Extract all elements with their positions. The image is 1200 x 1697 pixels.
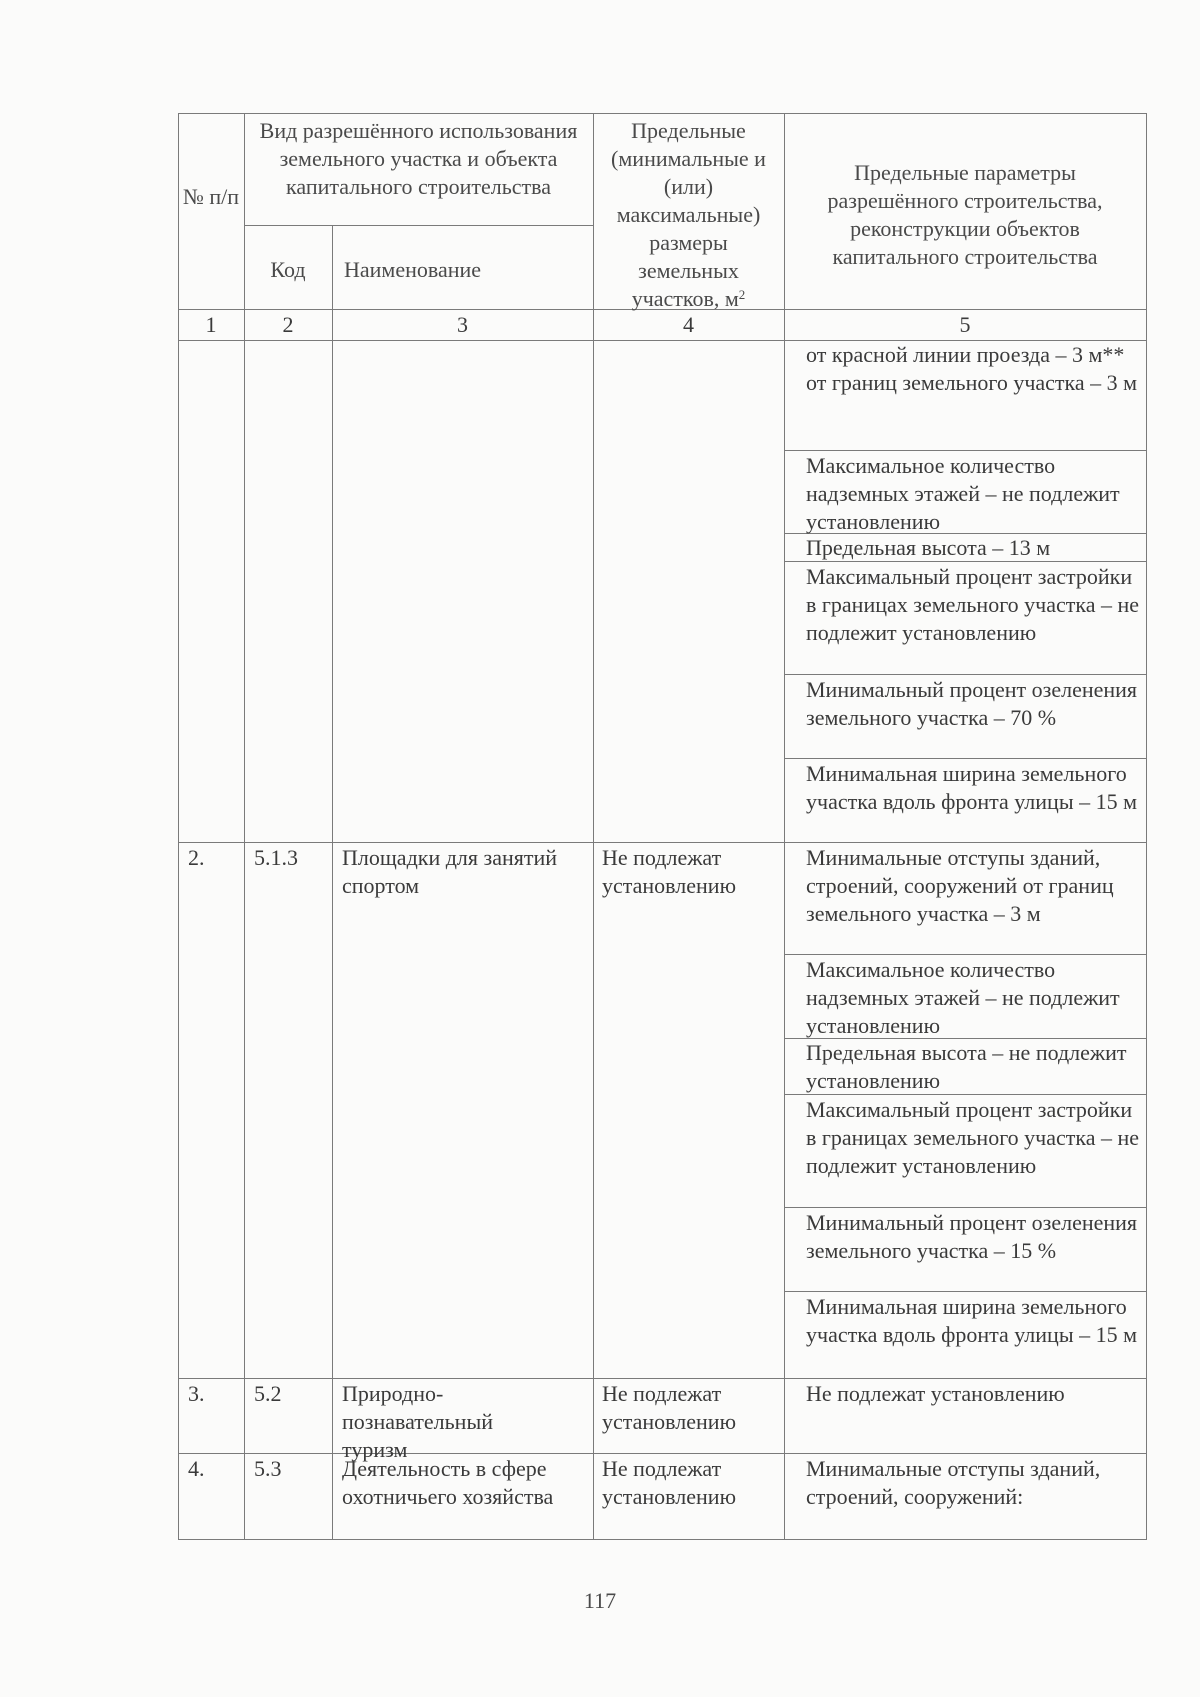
row-number: 2. — [188, 845, 205, 870]
column-number-5: 5 — [959, 312, 971, 337]
row-number: 4. — [188, 1456, 205, 1481]
page-number: 117 — [583, 1588, 617, 1613]
param-cell: Предельная высота – 13 м — [806, 535, 1051, 560]
row-size: Не подлежат установлению — [602, 1456, 737, 1509]
param-cell: Максимальное количество надземных этажей – не подлежит установлению — [806, 453, 1120, 534]
param-cell: Минимальные отступы зданий, строений, сооружений от границ земельного участка – 3 м — [806, 845, 1114, 926]
row-size: Не подлежат установлению — [602, 845, 737, 898]
param-cell: Минимальная ширина земельного участка вдоль фронта улицы – 15 м — [806, 761, 1138, 814]
param-cell: от красной линии проезда – 3 м** от границ земельного участка – 3 м — [806, 342, 1138, 395]
row-number: 3. — [188, 1381, 205, 1406]
param-cell: Не подлежат установлению — [806, 1381, 1065, 1406]
row-name: Площадки для занятий спортом — [342, 845, 558, 898]
header-code: Код — [270, 257, 306, 282]
param-cell: Минимальный процент озеленения земельного участка – 15 % — [806, 1210, 1138, 1263]
row-code: 5.2 — [254, 1381, 282, 1406]
row-code: 5.3 — [254, 1456, 282, 1481]
land-use-table — [178, 113, 1148, 1540]
header-row-number: № п/п — [182, 184, 240, 209]
column-number-1: 1 — [205, 312, 217, 337]
header-plot-sizes: Предельные (минимальные и (или) максимальные) размеры земельных участков, $м^2$ — [611, 118, 766, 311]
column-number-2: 2 — [282, 312, 294, 337]
header-permitted-use: Вид разрешённого использования земельного участка и объекта капитального строительства — [259, 118, 578, 199]
row-name: Природно-познавательный туризм — [342, 1381, 494, 1462]
row-name: Деятельность в сфере охотничьего хозяйства — [342, 1456, 554, 1509]
row-code: 5.1.3 — [254, 845, 298, 870]
param-cell: Максимальный процент застройки в границах земельного участка – не подлежит установлению — [806, 1097, 1140, 1178]
param-cell: Максимальное количество надземных этажей – не подлежит установлению — [806, 957, 1120, 1038]
header-construction-params: Предельные параметры разрешённого строительства, реконструкции объектов капитального строительства — [827, 160, 1103, 269]
param-cell: Минимальный процент озеленения земельного участка – 70 % — [806, 677, 1138, 730]
column-number-4: 4 — [683, 312, 694, 337]
param-cell: Максимальный процент застройки в границах земельного участка – не подлежит установлению — [806, 564, 1140, 645]
column-number-3: 3 — [457, 312, 468, 337]
header-name: Наименование — [344, 257, 482, 282]
param-cell: Предельная высота – не подлежит установлению — [806, 1040, 1127, 1093]
row-size: Не подлежат установлению — [602, 1381, 737, 1434]
param-cell: Минимальные отступы зданий, строений, сооружений: — [806, 1456, 1101, 1509]
param-cell: Минимальная ширина земельного участка вдоль фронта улицы – 15 м — [806, 1294, 1138, 1347]
